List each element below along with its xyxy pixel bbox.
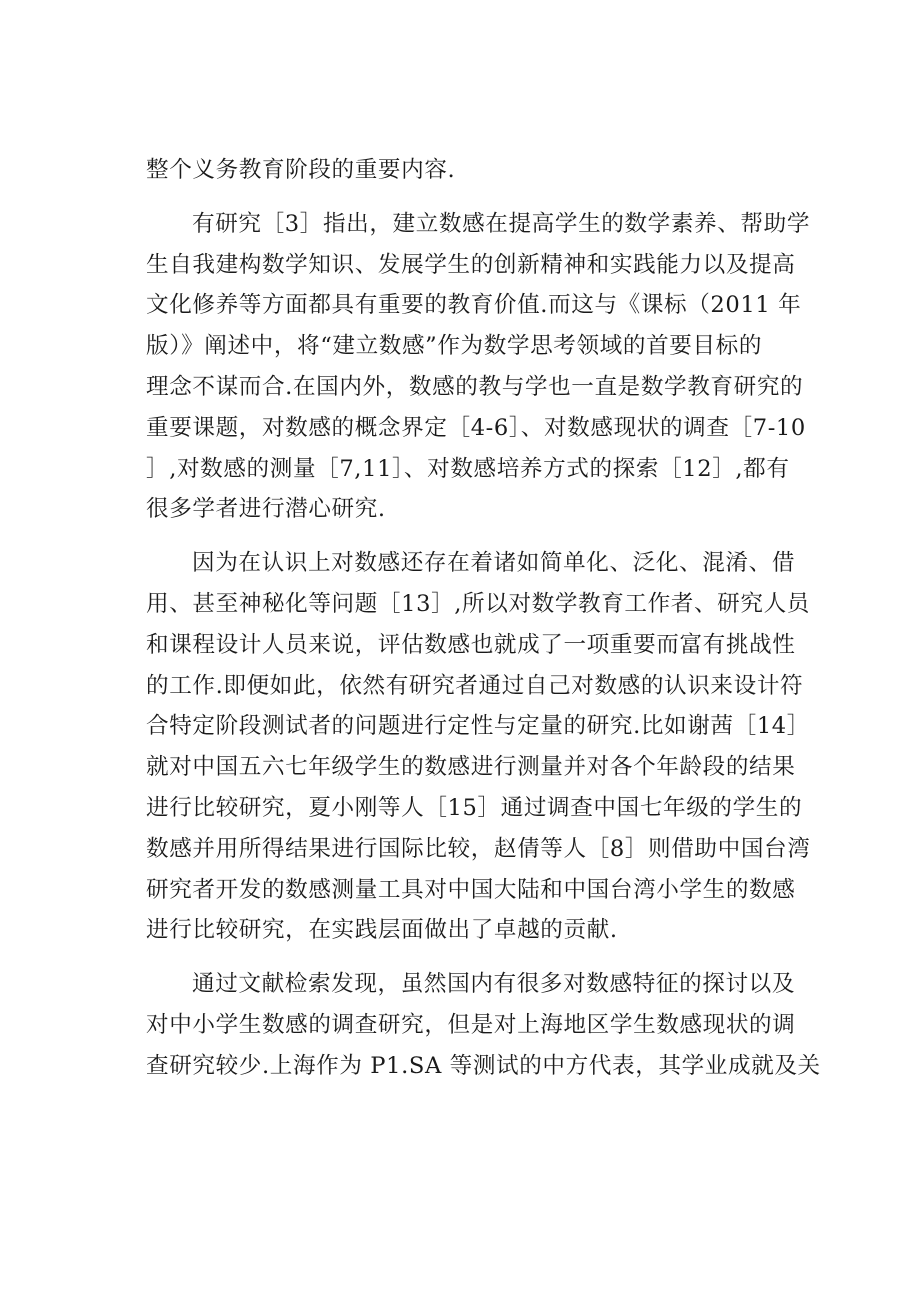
paragraph [146, 150, 806, 191]
text-line: ］,对数感的测量［7,11］、对数感培养方式的探索［12］,都有 [146, 455, 790, 482]
text-line: 进行比较研究，在实践层面做出了卓越的贡献. [146, 917, 618, 944]
paragraph [146, 204, 811, 530]
text-line: 很多学者进行潜心研究. [146, 496, 386, 523]
text-line: 查研究较少.上海作为 P1.SA 等测试的中方代表，其学业成就及关 [146, 1052, 821, 1079]
text-line: 文化修养等方面都具有重要的教育价值.而这与《课标（2011 年 [146, 292, 802, 319]
text-line: 生自我建构数学知识、发展学生的创新精神和实践能力以及提高 [146, 251, 796, 278]
text-line: 用、甚至神秘化等问题［13］,所以对数学教育工作者、研究人员 [146, 590, 810, 617]
text-line: 研究者开发的数感测量工具对中国大陆和中国台湾小学生的数感 [146, 876, 796, 903]
text-line: 的工作.即便如此，依然有研究者通过自己对数感的认识来设计符 [146, 672, 804, 699]
text-line: 对中小学生数感的调查研究，但是对上海地区学生数感现状的调 [146, 1011, 796, 1038]
text-line: 和课程设计人员来说，评估数感也就成了一项重要而富有挑战性 [146, 631, 796, 658]
text-line: 有研究［3］指出，建立数感在提高学生的数学素养、帮助学 [192, 210, 811, 237]
body-text [146, 150, 821, 1087]
text-line: 数感并用所得结果进行国际比较，赵倩等人［8］则借助中国台湾 [146, 835, 811, 862]
text-line: 进行比较研究，夏小刚等人［15］通过调查中国七年级的学生的 [146, 794, 803, 821]
text-line: 整个义务教育阶段的重要内容. [146, 157, 456, 183]
text-line: 因为在认识上对数感还存在着诸如简单化、泛化、混淆、借 [192, 550, 796, 577]
text-line: 合特定阶段测试者的问题进行定性与定量的研究.比如谢茜［14］ [146, 713, 810, 740]
text-line: 理念不谋而合.在国内外，数感的教与学也一直是数学教育研究的 [146, 373, 804, 400]
paragraph [146, 543, 811, 951]
text-line: 通过文献检索发现，虽然国内有很多对数感特征的探讨以及 [192, 971, 796, 998]
paragraph [146, 964, 821, 1086]
text-line: 重要课题，对数感的概念界定［4-6］、对数感现状的调查［7-10 [146, 414, 806, 441]
text-line: 版）》阐述中，将“建立数感”作为数学思考领域的首要目标的 [146, 333, 763, 360]
text-line: 就对中国五六七年级学生的数感进行测量并对各个年龄段的结果 [146, 754, 796, 781]
